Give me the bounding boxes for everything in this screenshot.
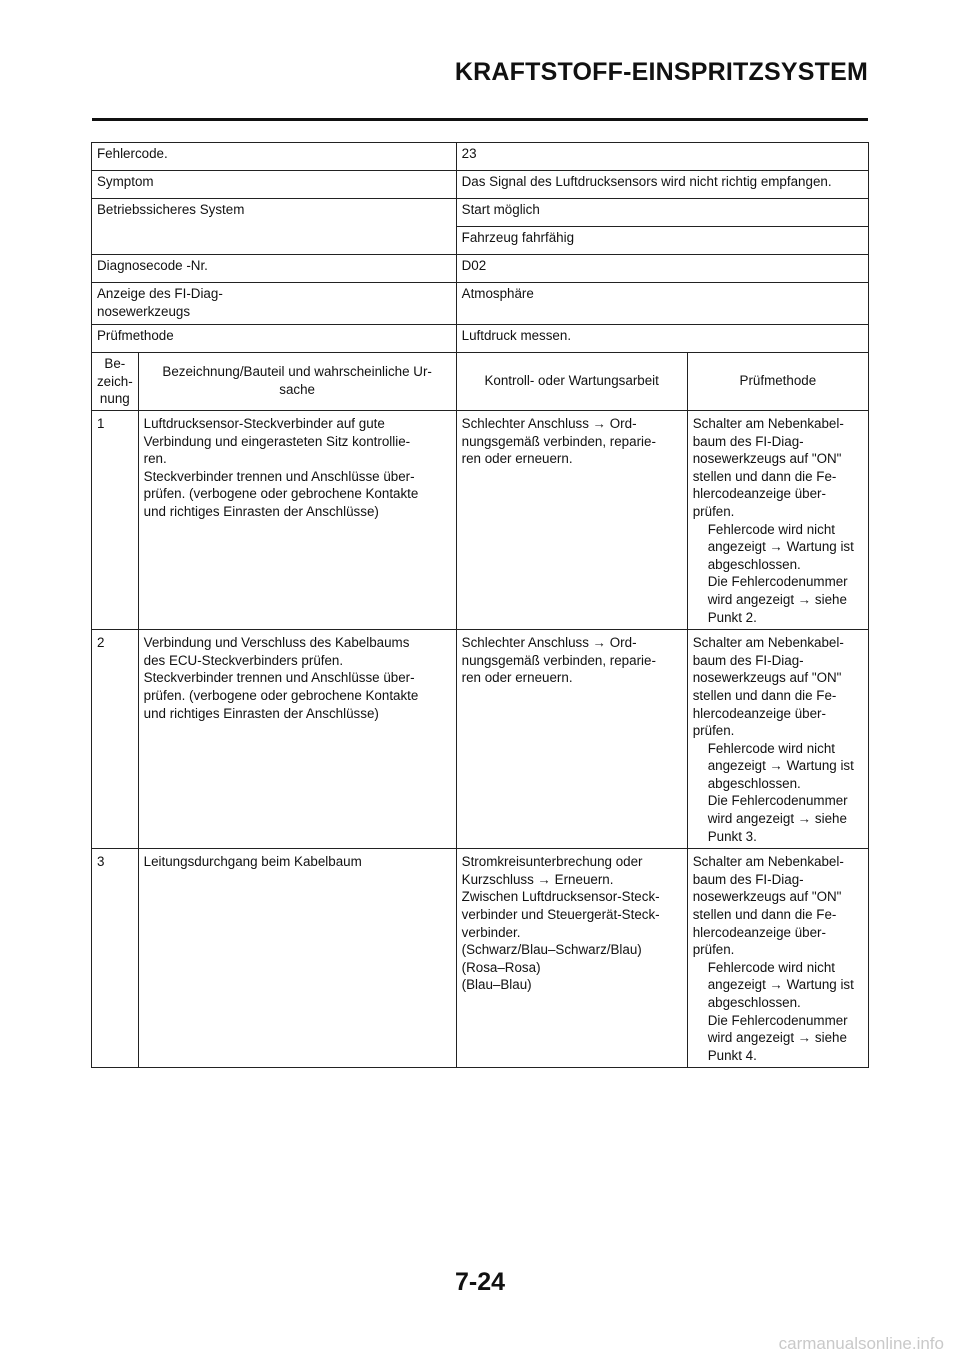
text-line: stellen und dann die Fe- xyxy=(692,687,837,703)
text-line: prüfen. (verbogene oder gebrochene Kontakte xyxy=(143,486,419,502)
column-header-row xyxy=(92,353,869,411)
text-line: Schalter am Nebenkabel- xyxy=(692,416,844,431)
text-line: Kurzschluss → Erneuern. xyxy=(461,871,614,887)
text-line: (Rosa–Rosa) xyxy=(461,959,541,975)
text-line: Steckverbinder trennen und Anschlüsse über- xyxy=(143,468,415,484)
text-line: hlercodeanzeige über- xyxy=(692,705,826,721)
indented-text-line: Punkt 3. xyxy=(707,828,757,844)
text-line: und richtiges Einrasten der Anschlüsse) xyxy=(143,503,379,519)
step-cause xyxy=(138,849,456,1068)
step-row xyxy=(92,411,869,630)
text-line: Schlechter Anschluss → Ord- xyxy=(461,635,637,651)
column-header-nr xyxy=(92,353,139,411)
text-line: Schlechter Anschluss → Ord- xyxy=(461,416,637,431)
info-label: Prüfmethode xyxy=(92,325,457,353)
text-line: nungsgemäß verbinden, reparie- xyxy=(461,652,656,668)
info-row-fehlercode xyxy=(92,143,869,171)
text-line: stellen und dann die Fe- xyxy=(692,468,837,484)
text-line: verbinder und Steuergerät-Steck- xyxy=(461,907,660,923)
text-line: Schalter am Nebenkabel- xyxy=(692,635,844,651)
info-row-method xyxy=(92,325,869,353)
indented-text-line: abgeschlossen. xyxy=(707,556,801,572)
indented-text-line: angezeigt → Wartung ist xyxy=(707,977,854,993)
text-line: des ECU-Steckverbinders prüfen. xyxy=(143,652,344,668)
info-row-diagcode xyxy=(92,255,869,283)
step-cause xyxy=(138,411,456,630)
text-line: nungsgemäß verbinden, reparie- xyxy=(461,433,656,449)
indented-text-line: angezeigt → Wartung ist xyxy=(707,539,854,555)
text-line: nosewerkzeugs auf "ON" xyxy=(692,670,842,686)
text-line: zeich- xyxy=(96,373,133,389)
step-check xyxy=(687,849,868,1068)
info-value: Luftdruck messen. xyxy=(456,325,868,353)
text-line: verbinder. xyxy=(461,924,521,940)
info-value: 23 xyxy=(456,143,868,171)
text-line: nung xyxy=(99,391,130,407)
info-label: Diagnosecode -Nr. xyxy=(92,255,457,283)
text-line: (Blau–Blau) xyxy=(461,977,532,993)
info-label: Symptom xyxy=(92,171,457,199)
text-line: hlercodeanzeige über- xyxy=(692,924,826,940)
step-number: 3 xyxy=(92,849,139,1068)
watermark: carmanualsonline.info xyxy=(778,1334,944,1353)
header-rule xyxy=(92,118,868,121)
text-line: ren. xyxy=(143,451,167,467)
text-line: hlercodeanzeige über- xyxy=(692,486,826,502)
column-header-action: Kontroll- oder Wartungsarbeit xyxy=(456,353,687,411)
page-number: 7-24 xyxy=(454,1268,506,1296)
text-line: Leitungsdurchgang beim Kabelbaum xyxy=(143,854,362,870)
text-line: Verbindung und eingerasteten Sitz kontrollie- xyxy=(143,433,411,449)
text-line: ren oder erneuern. xyxy=(461,451,573,467)
text-line: Verbindung und Verschluss des Kabelbaums xyxy=(143,635,410,651)
text-line: sache xyxy=(279,382,315,397)
info-label: Anzeige des FI-Diag- nosewerkzeugs xyxy=(92,283,457,325)
text-line: Schalter am Nebenkabel- xyxy=(692,854,844,870)
indented-text-line: wird angezeigt → siehe xyxy=(707,591,847,607)
info-value: Das Signal des Luftdrucksensors wird nicht richtig empfangen. xyxy=(456,171,868,199)
text-line: Be- xyxy=(104,356,126,372)
step-action xyxy=(456,849,687,1068)
info-row-display xyxy=(92,283,869,325)
text-line: nosewerkzeugs auf "ON" xyxy=(692,889,842,905)
indented-text-line: abgeschlossen. xyxy=(707,775,801,791)
indented-text-line: Die Fehlercodenummer xyxy=(707,574,848,590)
text-line: baum des FI-Diag- xyxy=(692,433,804,449)
step-action xyxy=(456,411,687,630)
text-line: (Schwarz/Blau–Schwarz/Blau) xyxy=(461,942,642,958)
info-value: D02 xyxy=(456,255,868,283)
page-title: KRAFTSTOFF-EINSPRITZSYSTEM xyxy=(454,58,868,86)
text-line: prüfen. (verbogene oder gebrochene Kontakte xyxy=(143,687,419,703)
text-line: ren oder erneuern. xyxy=(461,670,573,686)
indented-text-line: abgeschlossen. xyxy=(707,995,801,1010)
step-row xyxy=(92,849,869,1068)
indented-text-line: wird angezeigt → siehe xyxy=(707,811,847,827)
column-header-check: Prüfmethode xyxy=(687,353,868,411)
step-number: 2 xyxy=(92,630,139,849)
step-number: 1 xyxy=(92,411,139,630)
text-line: und richtiges Einrasten der Anschlüsse) xyxy=(143,705,379,721)
info-row-failsafe xyxy=(92,199,869,227)
step-row xyxy=(92,630,869,849)
info-value: Start möglich xyxy=(456,199,868,227)
indented-text-line: angezeigt → Wartung ist xyxy=(707,758,854,774)
indented-text-line: Punkt 2. xyxy=(707,609,757,625)
indented-text-line: Punkt 4. xyxy=(707,1047,757,1063)
step-cause xyxy=(138,630,456,849)
text-line: Steckverbinder trennen und Anschlüsse über- xyxy=(143,670,415,686)
text-line: stellen und dann die Fe- xyxy=(692,907,837,923)
info-row-symptom xyxy=(92,171,869,199)
column-header-cause xyxy=(138,353,456,411)
indented-text-line: Fehlercode wird nicht xyxy=(707,740,835,756)
diagnosis-table xyxy=(91,142,869,1068)
step-check xyxy=(687,630,868,849)
info-value: Fahrzeug fahrfähig xyxy=(456,227,868,255)
text-line: Bezeichnung/Bauteil und wahrscheinliche Ur- xyxy=(162,364,432,380)
indented-text-line: wird angezeigt → siehe xyxy=(707,1030,847,1046)
text-line: Stromkreisunterbrechung oder xyxy=(461,854,643,870)
text-line: nosewerkzeugs auf "ON" xyxy=(692,451,842,467)
text-line: prüfen. xyxy=(692,723,735,739)
indented-text-line: Fehlercode wird nicht xyxy=(707,959,835,975)
text-line: Zwischen Luftdrucksensor-Steck- xyxy=(461,889,660,905)
step-check xyxy=(687,411,868,630)
indented-text-line: Die Fehlercodenummer xyxy=(707,793,848,809)
info-label: Betriebssicheres System xyxy=(92,199,457,255)
indented-text-line: Fehlercode wird nicht xyxy=(707,521,835,537)
text-line: Luftdrucksensor-Steckverbinder auf gute xyxy=(143,416,385,431)
info-label: Fehlercode. xyxy=(92,143,457,171)
indented-text-line: Die Fehlercodenummer xyxy=(707,1012,848,1028)
info-value: Atmosphäre xyxy=(456,283,868,325)
step-action xyxy=(456,630,687,849)
text-line: baum des FI-Diag- xyxy=(692,871,804,887)
text-line: baum des FI-Diag- xyxy=(692,652,804,668)
text-line: prüfen. xyxy=(692,503,735,519)
text-line: prüfen. xyxy=(692,942,735,958)
